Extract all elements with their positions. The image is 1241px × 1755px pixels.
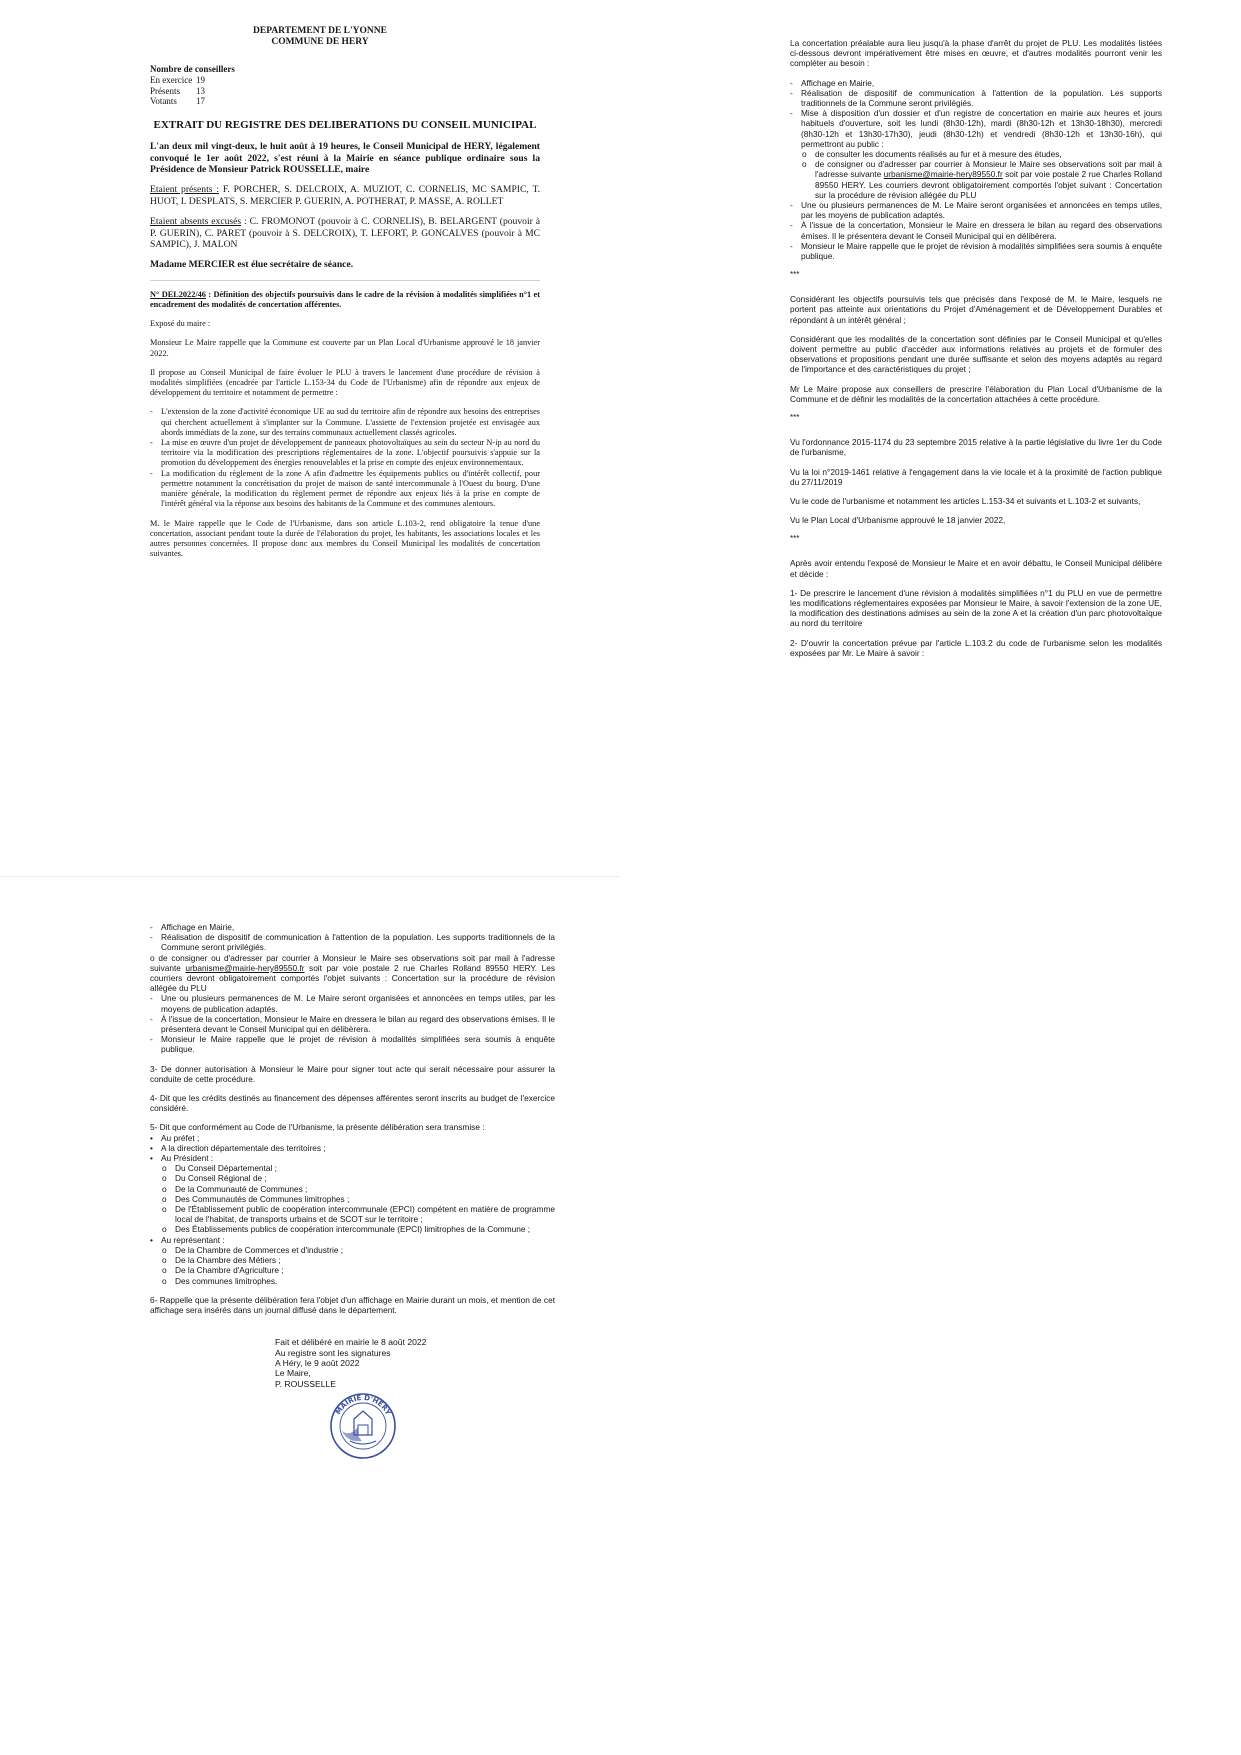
transmit-subitem: o Des communes limitrophes.: [162, 1275, 278, 1286]
count-row: En exercice 19: [150, 74, 205, 85]
transmit-subitem: o De la Chambre de Commerces et d'industrie ;: [162, 1244, 344, 1255]
paragraph: Considérant que les modalités de la concertation sont définies par le Conseil Municipal et qu'elles doivent permettre au public d'accéder aux informations relatives au projets et de formuler des observations et propositions pendant une durée suffisante et selon des moyens adaptés au regard de l'importance et des caractéristiques du projet ;: [790, 333, 1162, 375]
list-item: - La mise en œuvre d'un projet de développement de panneaux photovoltaïques au sein du secteur N-ip au nord du territoire via la modification des prescriptions réglementaires de la zone. L'objectif poursuivis s'appuie sur la promotion du développement des énergies renouvelables et la prise en compte des enjeux environnementaux.: [150, 438, 540, 468]
list-item: - Mise à disposition d'un dossier et d'un registre de concertation en mairie aux heures et jours habituels d'ouverture, soit les lundi (8h30-12h), mardi (8h30-12h et 13h30-18h30), mercredi (8h30-12h et 13h30-17h30), jeudi (8h30-12h) et vendredi (8h30-12h et 13h30-16h), qui permettront au public :: [790, 108, 1162, 149]
decision-item: 6- Rappelle que la présente délibération fera l'objet d'un affichage en Mairie durant un mois, et mention de cet affichage sera insérés dans un journal diffusé dans le département.: [150, 1294, 555, 1315]
list-item: - À l'issue de la concertation, Monsieur le Maire en dressera le bilan au regard des observations émises. Il le présentera devant le Conseil Municipal qui en délibèrera.: [790, 220, 1162, 241]
separator-stars: ***: [790, 270, 800, 280]
absent-members: Etaient absents excusés : C. FROMONOT (pouvoir à C. CORNELIS), B. BELARGENT (pouvoir à P. GUERIN), C. PARET (pouvoir à S. DELCROIX), T. LEFORT, P. GONCALVES (pouvoir à MC SAMPIC), J. MALON: [150, 216, 540, 251]
list-item: - Affichage en Mairie,: [150, 922, 235, 932]
page-separator: [0, 876, 620, 877]
paragraph: Vu le code de l'urbanisme et notamment les articles L.153-34 et suivants et L.103-2 et suivants,: [790, 495, 1141, 506]
paragraph: M. le Maire rappelle que le Code de l'Urbanisme, dans son article L.103-2, rend obligatoire la tenue d'une concertation, associant pendant toute la durée de l'élaboration du projet, les habitants, les associations locales et les autres personnes concernées. Il propose donc aux membres du Conseil Municipal les modalités de concertation suivantes.: [150, 518, 540, 559]
paragraph: Considérant les objectifs poursuivis tels que précisés dans l'exposé de M. le Maire, lesquels ne portent pas atteinte aux orientations du Projet d'Aménagement et de Développement Durables et répondant à un intérêt général ;: [790, 294, 1162, 325]
sub-list-item: o de consigner ou d'adresser par courrier à Monsieur le Maire ses observations soit par mail à l'adresse suivante urbanisme@mairie-hery89550.fr soit par voie postale 2 rue Charles Rolland 89550 HERY. Les courriers devront obligatoirement comportés l'objet suivant : Concertation sur la procédure de révision allégée du PLU: [802, 159, 1162, 200]
secretary-line: Madame MERCIER est élue secrétaire de séance.: [150, 259, 354, 271]
decision-item: 1- De prescrire le lancement d'une révision à modalités simplifiées n°1 du PLU en vue de permettre les modifications réglementaires exposées par Monsieur le Maire, à savoir l'extension de la zone UE, la modification des destinations admises au sein de la zone A et la création d'un parc photovoltaïque au nord du territoire: [790, 587, 1162, 629]
list-item: - Une ou plusieurs permanences de M. Le Maire seront organisées et annoncées en temps utiles, par les moyens de publication adaptés.: [150, 993, 555, 1014]
decision-item: 5- Dit que conformément au Code de l'Urbanisme, la présente délibération sera transmise :: [150, 1122, 485, 1133]
transmit-item: • A la direction départementale des territoires ;: [150, 1142, 326, 1153]
sub-list-item: o de consulter les documents réalisés au fur et à mesure des études,: [802, 149, 1062, 160]
count-row: Présents 13: [150, 85, 205, 96]
transmit-item: • Au représentant :: [150, 1234, 225, 1245]
divider: [150, 280, 540, 281]
list-item: - À l'issue de la concertation, Monsieur le Maire en dressera le bilan au regard des observations émises. Il le présentera devant le Conseil Municipal qui en délibèrera.: [150, 1013, 555, 1035]
list-item: - Affichage en Mairie,: [790, 77, 875, 88]
paragraph: Vu le Plan Local d'Urbanisme approuvé le 18 janvier 2022,: [790, 515, 1006, 526]
transmit-item: • Au préfet ;: [150, 1132, 200, 1143]
transmit-subitem: o Du Conseil Départemental ;: [162, 1163, 277, 1174]
list-item: o de consigner ou d'adresser par courrier à Monsieur le Maire ses observations soit par mail à l'adresse suivante urbanisme@mairie-hery89550.fr soit par voie postale 2 rue Charles Rolland 89550 HERY. Les courriers devront obligatoirement comportés l'objet suivants : Concertation sur la procédure de révision allégée du PLU: [150, 952, 555, 994]
paragraph: Vu l'ordonnance 2015-1174 du 23 septembre 2015 relative à la partie législative du livre 1er du Code de l'urbanisme,: [790, 437, 1162, 458]
list-item: - Monsieur le Maire rappelle que le projet de révision à modalités simplifiées sera soumis à enquête publique.: [150, 1034, 555, 1055]
page-2: [790, 38, 1162, 658]
paragraph: Vu la loi n°2019-1461 relative à l'engagement dans la vie locale et à la proximité de l'action publique du 27/11/2019: [790, 466, 1162, 487]
paragraph: Mr Le Maire propose aux conseillers de prescrire l'élaboration du Plan Local d'Urbanisme de la Commune et de définir les modalités de la concertation attachées à cette procédure.: [790, 383, 1162, 404]
email-link[interactable]: urbanisme@mairie-hery89550.fr: [185, 962, 305, 973]
decision-item: 2- D'ouvrir la concertation prévue par l'article L.103.2 du code de l'urbanisme selon les modalités exposées par Mr. Le Maire à savoir :: [790, 637, 1162, 658]
email-link[interactable]: urbanisme@mairie-hery89550.fr: [883, 169, 1003, 180]
list-item: - Réalisation de dispositif de communication à l'attention de la population. Les supports traditionnels de la Commune seront privilégiés.: [150, 932, 555, 953]
paragraph: Après avoir entendu l'exposé de Monsieur le Maire et en avoir débattu, le Conseil Municipal délibère et décide :: [790, 558, 1162, 579]
expose-label: Exposé du maire :: [150, 319, 211, 329]
transmit-subitem: o De l'Établissement public de coopération intercommunale (EPCI) compétent en matière de programme local de l'habitat, de transports urbains et de SCOT sur le territoire ;: [162, 1204, 555, 1225]
paragraph: Il propose au Conseil Municipal de faire évoluer le PLU à travers le lancement d'une procédure de révision à modalités simplifiées (encadrée par l'article L.153-34 du Code de l'Urbanisme) afin de répondre aux enjeux de développement du territoire et notamment de permettre :: [150, 367, 540, 398]
page-1: [150, 26, 540, 559]
svg-text:MAIRIE D'HERY: MAIRIE D'HERY: [334, 1394, 393, 1417]
document-title: EXTRAIT DU REGISTRE DES DELIBERATIONS DU CONSEIL MUNICIPAL: [153, 119, 537, 132]
deliberation-heading: N° DEL2022/46 : Définition des objectifs poursuivis dans le cadre de la révision à modalités simplifiées n°1 et encadrement des modalités de concertation afférentes.: [150, 289, 540, 310]
department-header: DEPARTEMENT DE L'YONNE COMMUNE DE HERY: [253, 26, 387, 47]
list-item: - Une ou plusieurs permanences de M. Le Maire seront organisées et annoncées en temps utiles, par les moyens de publication adaptés.: [790, 200, 1162, 221]
transmit-subitem: o Du Conseil Régional de ;: [162, 1173, 267, 1184]
paragraph: La concertation préalable aura lieu jusqu'à la phase d'arrêt du projet de PLU. Les modalités listées ci-dessous devront impérativement être mises en œuvre, et d'autres modalités pourront venir les compléter au besoin :: [790, 38, 1162, 69]
transmit-subitem: o De la Chambre d'Agriculture ;: [162, 1265, 284, 1276]
count-row: Votants 17: [150, 96, 205, 107]
list-item: - Monsieur le Maire rappelle que le projet de révision à modalités simplifiées sera soumis à enquête publique.: [790, 240, 1162, 262]
list-item: - L'extension de la zone d'activité économique UE au sud du territoire afin de répondre aux besoins des entreprises qui cherchent actuellement à s'implanter sur la Commune. L'assiette de l'extension projetée est envisagée aux abords immédiats de la zone, sur des terrains communaux actuellement classés agricoles.: [150, 407, 540, 437]
transmit-subitem: o Des Établissements publics de coopération intercommunale (EPCI) limitrophes de la Commune ;: [162, 1224, 531, 1235]
council-counts: [150, 64, 540, 107]
town-seal-stamp: [328, 1391, 398, 1461]
present-members: Etaient présents : F. PORCHER, S. DELCROIX, A. MUZIOT, C. CORNELIS, MC SAMPIC, T. HUOT, I. DESPLATS, S. MERCIER P. GUERIN, A. POTHERAT, P. MASSE, A. ROLLET: [150, 184, 541, 207]
decision-item: 3- De donner autorisation à Monsieur le Maire pour signer tout acte qui serait nécessaire pour assurer la conduite de cette procédure.: [150, 1063, 555, 1084]
signature-block: Fait et délibéré en mairie le 8 août 2022 Au registre sont les signatures A Héry, le 9 août 2022 Le Maire, P. ROUSSELLE: [275, 1337, 427, 1389]
transmit-subitem: o De la Chambre des Métiers ;: [162, 1255, 281, 1266]
transmit-subitem: o Des Communautés de Communes limitrophes ;: [162, 1193, 350, 1204]
transmit-subitem: o De la Communauté de Communes ;: [162, 1183, 308, 1194]
list-item: - Réalisation de dispositif de communication à l'attention de la population. Les supports traditionnels de la Commune seront privilégiés.: [790, 87, 1162, 109]
separator-stars: ***: [790, 413, 800, 423]
transmit-item: • Au Président :: [150, 1153, 214, 1164]
decision-item: 4- Dit que les crédits destinés au financement des dépenses afférentes seront inscrits au budget de l'exercice considéré.: [150, 1093, 555, 1114]
session-intro: L'an deux mil vingt-deux, le huit août à 19 heures, le Conseil Municipal de HERY, légalement convoqué le 1er août 2022, s'est réuni à la Mairie en séance publique ordinaire sous la Présidence de Monsieur Patrick ROUSSELLE, maire: [150, 141, 540, 175]
separator-stars: ***: [790, 534, 800, 544]
counts-title: Nombre de conseillers: [150, 64, 235, 74]
page-3: [150, 922, 555, 1466]
paragraph: Monsieur Le Maire rappelle que la Commune est couverte par un Plan Local d'Urbanisme approuvé le 18 janvier 2022.: [150, 338, 540, 358]
list-item: - La modification du règlement de la zone A afin d'admettre les équipements publics ou d'intérêt collectif, pour permettre notamment la concrétisation du projet de maison de santé intercommunale à l'Ouest du bourg. D'une manière générale, la modification du règlement permet de répondre aux enjeux liés à la prise en compte de l'intérêt général via la réponse aux besoins des habitants de la Commune et des communes alentours.: [150, 468, 540, 509]
transmission-list: [150, 1133, 555, 1286]
